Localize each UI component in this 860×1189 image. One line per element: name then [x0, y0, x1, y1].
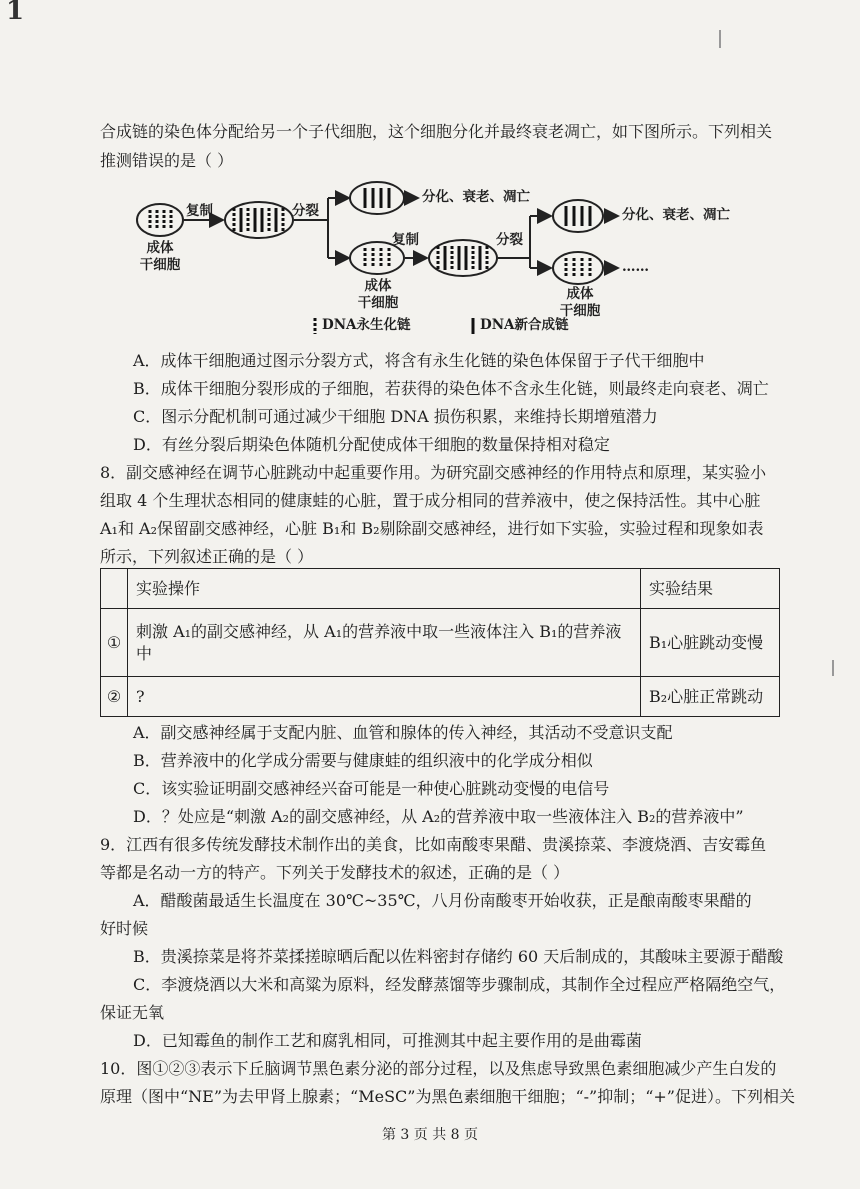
scan-mark	[832, 660, 834, 676]
q9-stem-line2: 等都是名动一方的特产。下列关于发酵技术的叙述，正确的是（ ）	[100, 863, 570, 882]
q9-option-c: C．李渡烧酒以大米和高粱为原料，经发酵蒸馏等步骤制成，其制作全过程应严格隔绝空气，	[133, 975, 786, 994]
q8-option-a: A．副交感神经属于支配内脏、血管和腺体的传入神经，其活动不受意识支配	[133, 723, 673, 742]
table-header-blank	[101, 569, 128, 609]
legend-new-strand: DNA新合成链	[480, 317, 569, 333]
label-ellipsis: ……	[622, 259, 649, 275]
scan-mark	[719, 30, 721, 48]
q8-option-d: D．？处应是“刺激 A₂的副交感神经，从 A₂的营养液中取一些液体注入 B₂的营养液中”	[133, 807, 744, 826]
q8-stem-line3: A₁和 A₂保留副交感神经，心脏 B₁和 B₂剔除副交感神经，进行如下实验，实验过程和现象如表	[100, 519, 764, 538]
q9-option-b: B．贵溪捺菜是将芥菜揉搓晾晒后配以佐料密封存储约 60 天后制成的，其酸味主要源于醋酸	[133, 947, 784, 966]
q8-option-b: B．营养液中的化学成分需要与健康蛙的组织液中的化学成分相似	[133, 751, 593, 770]
table-row-operation: ?	[128, 677, 641, 717]
label-copy-1: 复制	[186, 203, 213, 219]
table-row-result: B₁心脏跳动变慢	[641, 609, 780, 677]
label-stem-cell-2: 成体 干细胞	[357, 278, 399, 311]
q7-option-d: D．有丝分裂后期染色体随机分配使成体干细胞的数量保持相对稳定	[133, 435, 610, 454]
q7-option-a: A．成体干细胞通过图示分裂方式，将含有永生化链的染色体保留于子代干细胞中	[133, 351, 705, 370]
q9-stem-line1: 9．江西有很多传统发酵技术制作出的美食，比如南酸枣果醋、贵溪捺菜、李渡烧酒、吉安霉鱼	[100, 835, 767, 854]
q8-stem-line4: 所示，下列叙述正确的是（ ）	[100, 547, 314, 566]
page-footer: 第 3 页 共 8 页	[381, 1127, 479, 1143]
table-header-result: 实验结果	[641, 569, 780, 609]
table-row-result: B₂心脏正常跳动	[641, 677, 780, 717]
q8-stem-line1: 8．副交感神经在调节心脏跳动中起重要作用。为研究副交感神经的作用特点和原理，某实验小	[100, 463, 767, 482]
experiment-table	[100, 568, 780, 717]
q9-option-a-cont: 好时候	[100, 919, 149, 938]
label-fate-2: 分化、衰老、凋亡	[622, 207, 730, 223]
table-row	[101, 677, 780, 717]
q7-stem-line1: 合成链的染色体分配给另一个子代细胞，这个细胞分化并最终衰老凋亡，如下图所示。下列相关	[100, 122, 773, 141]
table-row	[101, 609, 780, 677]
q9-option-c-cont: 保证无氧	[100, 1003, 165, 1022]
q10-stem-line1: 10．图①②③表示下丘脑调节黑色素分泌的部分过程，以及焦虑导致黑色素细胞减少产生白发的	[100, 1059, 777, 1078]
q7-option-c: C．图示分配机制可通过减少干细胞 DNA 损伤积累，来维持长期增殖潜力	[133, 407, 658, 426]
q9-option-a: A．醋酸菌最适生长温度在 30℃~35℃，八月份南酸枣开始收获，正是酿南酸枣果醋的	[133, 891, 752, 910]
q8-option-c: C．该实验证明副交感神经兴奋可能是一种使心脏跳动变慢的电信号	[133, 779, 610, 798]
label-fate-1: 分化、衰老、凋亡	[422, 189, 530, 205]
stem-cell-division-diagram	[120, 168, 800, 338]
q7-option-b: B．成体干细胞分裂形成的子细胞，若获得的染色体不含永生化链，则最终走向衰老、凋亡	[133, 379, 769, 398]
label-copy-2: 复制	[392, 232, 419, 248]
table-row-operation: 刺激 A₁的副交感神经，从 A₁的营养液中取一些液体注入 B₁的营养液中	[128, 609, 641, 677]
q8-stem-line2: 组取 4 个生理状态相同的健康蛙的心脏，置于成分相同的营养液中，使之保持活性。其中心脏	[100, 491, 761, 510]
q10-stem-line2: 原理（图中“NE”为去甲肾上腺素；“MeSC”为黑色素细胞干细胞；“-”抑制；“+”促进）。下列相关	[100, 1087, 795, 1106]
table-header-operation: 实验操作	[128, 569, 641, 609]
label-stem-cell-1: 成体 干细胞	[139, 240, 181, 273]
table-row-number: ①	[101, 609, 128, 677]
q9-option-d: D．已知霉鱼的制作工艺和腐乳相同，可推测其中起主要作用的是曲霉菌	[133, 1031, 642, 1050]
table-header-row	[101, 569, 780, 609]
table-row-number: ②	[101, 677, 128, 717]
label-split-1: 分裂	[292, 203, 319, 219]
legend-old-strand: DNA永生化链	[322, 317, 411, 333]
label-split-2: 分裂	[496, 232, 523, 248]
corner-mark: 1	[6, 0, 25, 26]
label-stem-cell-3: 成体 干细胞	[559, 286, 601, 319]
q7-stem-line2: 推测错误的是（ ）	[100, 151, 234, 170]
